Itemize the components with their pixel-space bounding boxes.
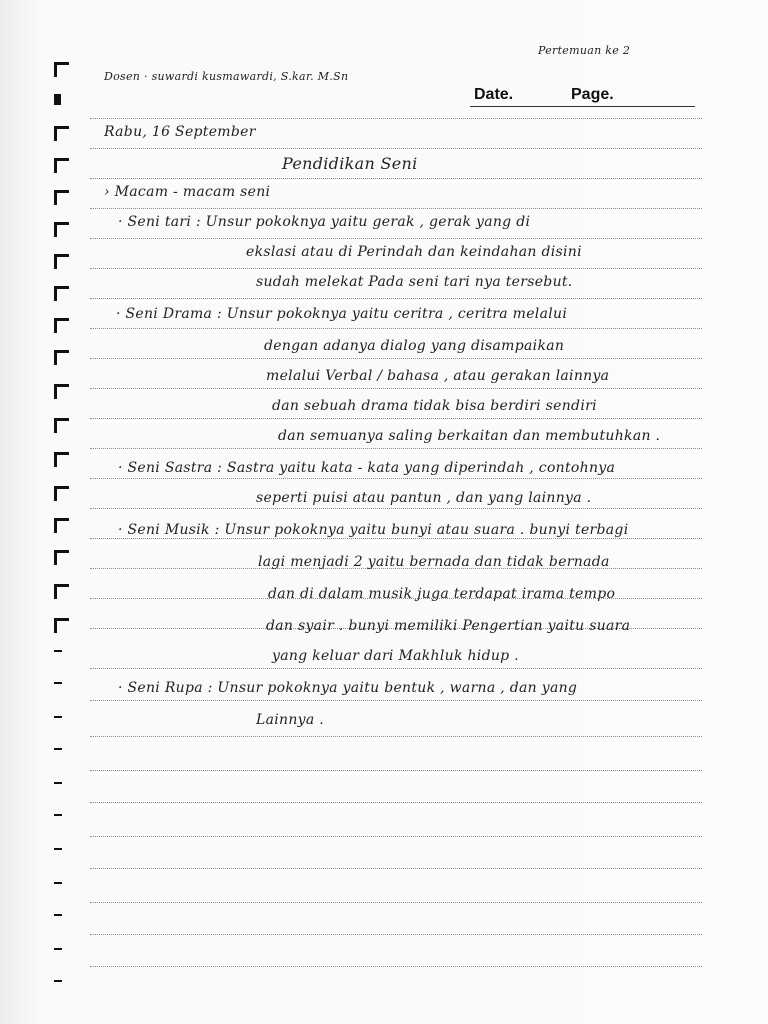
binder-marks — [54, 0, 74, 1024]
meeting-number: Pertemuan ke 2 — [538, 44, 631, 57]
note-date: Rabu, 16 September — [104, 124, 256, 140]
seni-tari-line-3: sudah melekat Pada seni tari nya tersebut. — [256, 274, 573, 290]
seni-sastra-line-1: · Seni Sastra : Sastra yaitu kata - kata yang diperindah , contohnya — [118, 460, 616, 476]
seni-rupa-line-2: Lainnya . — [256, 712, 325, 728]
seni-rupa-line-1: · Seni Rupa : Unsur pokoknya yaitu bentuk , warna , dan yang — [118, 680, 578, 696]
seni-drama-line-2: dengan adanya dialog yang disampaikan — [264, 338, 565, 354]
seni-drama-line-3: melalui Verbal / bahasa , atau gerakan lainnya — [266, 368, 610, 384]
header-rule — [470, 106, 695, 107]
seni-drama-line-1: · Seni Drama : Unsur pokoknya yaitu ceritra , ceritra melalui — [116, 306, 568, 322]
seni-drama-line-4: dan sebuah drama tidak bisa berdiri sendiri — [272, 398, 597, 414]
seni-tari-line-1: · Seni tari : Unsur pokoknya yaitu gerak , gerak yang di — [118, 214, 531, 230]
seni-tari-line-2: ekslasi atau di Perindah dan keindahan disini — [246, 244, 582, 260]
date-label: Date. — [474, 86, 514, 103]
seni-musik-line-2: lagi menjadi 2 yaitu bernada dan tidak bernada — [258, 554, 610, 570]
seni-musik-line-5: yang keluar dari Makhluk hidup . — [272, 648, 519, 664]
seni-musik-line-3: dan di dalam musik juga terdapat irama tempo — [268, 586, 616, 602]
page-label: Page. — [571, 86, 614, 103]
note-title: Pendidikan Seni — [282, 154, 418, 173]
seni-sastra-line-2: seperti puisi atau pantun , dan yang lainnya . — [256, 490, 592, 506]
seni-drama-line-5: dan semuanya saling berkaitan dan membutuhkan . — [278, 428, 661, 444]
seni-musik-line-1: · Seni Musik : Unsur pokoknya yaitu bunyi atau suara . bunyi terbagi — [118, 522, 629, 538]
section-heading: › Macam - macam seni — [104, 184, 271, 200]
seni-musik-line-4: dan syair . bunyi memiliki Pengertian yaitu suara — [266, 618, 631, 634]
lecturer-name: Dosen · suwardi kusmawardi, S.kar. M.Sn — [104, 70, 349, 83]
